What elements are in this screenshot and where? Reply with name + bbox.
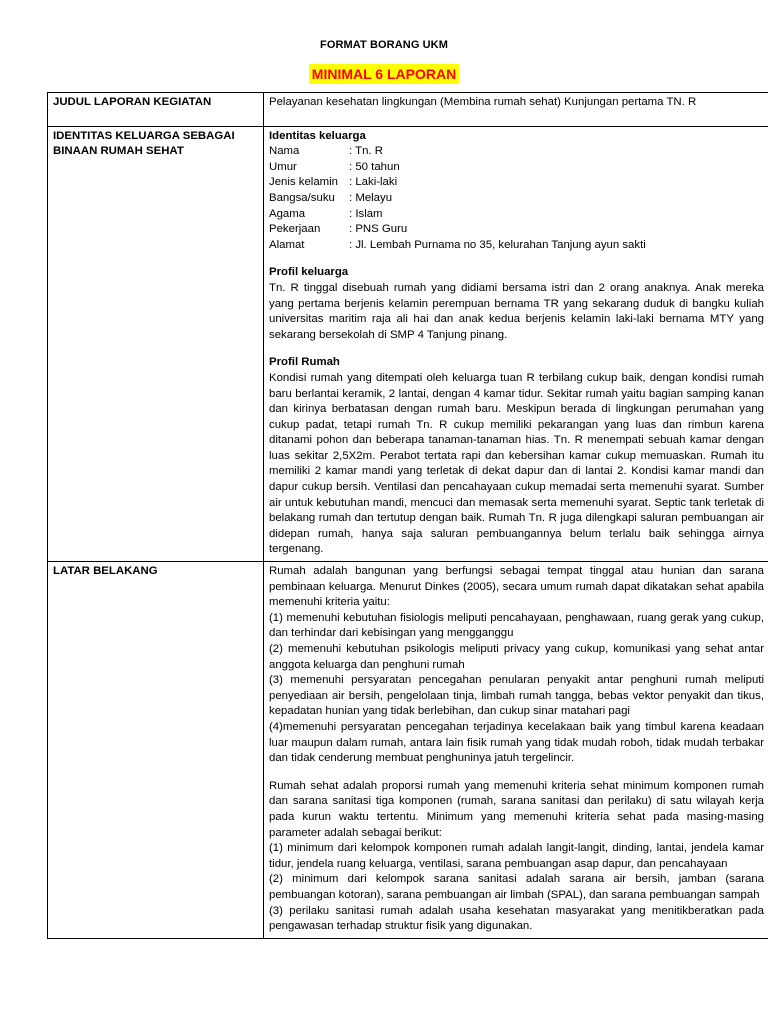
field-value: : Laki-laki xyxy=(349,176,398,189)
latar-para2: Rumah sehat adalah proporsi rumah yang memenuhi kriteria sehat minimum komponen rumah dan sarana sanitasi tiga komponen (rumah, sarana sanitasi dan perilaku) di satu wilayah kerja pada kurun waktu tertentu. Minimum yang memenuhi kriteria sehat pada masing-masing parameter adalah sebagai berikut: xyxy=(269,779,764,839)
identitas-heading: Identitas keluarga xyxy=(269,129,366,142)
field-row xyxy=(269,175,764,191)
profil-keluarga-text: Tn. R tinggal disebuah rumah yang didiami bersama istri dan 2 orang anaknya. Anak mereka yang pertama berjenis kelamin perempuan bernama TR yang sekarang duduk di bangku kuliah universitas maritim raja ali hai dan anak kedua berjenis kelamin laki-laki bernama MTY yang sekarang bersekolah di SMP 4 Tanjung pinang. xyxy=(269,281,764,341)
judul-text: Pelayanan kesehatan lingkungan (Membina rumah sehat) Kunjungan pertama TN. R xyxy=(269,96,697,108)
latar-content xyxy=(264,562,768,939)
latar-label: LATAR BELAKANG xyxy=(48,562,264,939)
latar-intro: Rumah adalah bangunan yang berfungsi sebagai tempat tinggal atau hunian dan sarana pembinaan keluarga. Menurut Dinkes (2005), secara umum rumah dapat dikatakan sehat apabila memenuhi kriteria yaitu: xyxy=(269,565,764,609)
field-row xyxy=(269,222,764,238)
field-row xyxy=(269,144,764,160)
field-value: : Jl. Lembah Purnama no 35, kelurahan Tanjung ayun sakti xyxy=(349,238,646,251)
spacer xyxy=(269,767,764,779)
identitas-label xyxy=(48,126,264,561)
field-key: Nama xyxy=(269,145,300,158)
profil-rumah-text: Kondisi rumah yang ditempati oleh keluarga tuan R terbilang cukup baik, dengan kondisi rumah baru berlantai keramik, 2 lantai, dengan 4 kamar tidur. Sekitar rumah yaitu bagian samping kanan dan kirinya berbatasan dengan rumah baru. Meskipun berada di lingkungan perumahan yang cukup padat, tetapi rumah Tn. R cukup memiliki pekarangan yang luas dan rimbun karena ditanami pohon dan beberapa tanaman-tanaman hias. Tn. R menempati sebuah kamar dengan luas sekitar 2,5X2m. Perabot tertata rapi dan kebersihan kamar cukup memuaskan. Rumah itu memiliki 2 kamar mandi yang terletak di dekat dapur dan di lantai 2. Kondisi kamar mandi dan dapur cukup bersih. Ventilasi dan pencahayaan cukup memadai serta memenuhi syarat. Sumber air untuk kebutuhan mandi, mencuci dan memasak serta memenuhi syarat. Septic tank terletak di belakang rumah dan tertutup dengan baik. Rumah Tn. R juga dilengkapi saluran pembuangan air didepan rumah, hanya saja saluran pembuangannya belum terlalu baik sehingga airnya tergenang. xyxy=(269,371,764,556)
field-row xyxy=(269,207,764,223)
field-value: : 50 tahun xyxy=(349,160,400,173)
criteria-item: (4)memenuhi persyaratan pencegahan terjadinya kecelakaan baik yang timbul karena keadaan luar maupun dalam rumah, antara lain fisik rumah yang tidak mudah roboh, tidak mudah terbakar dan tidak cenderung membuat penghuninya jatuh tergelincir. xyxy=(269,720,764,765)
criteria-item: (2) memenuhi kebutuhan psikologis meliputi privacy yang cukup, komunikasi yang sehat antar anggota keluarga dan penghuni rumah xyxy=(269,643,764,671)
field-row xyxy=(269,238,764,254)
row-judul xyxy=(48,93,768,127)
field-row xyxy=(269,191,764,207)
field-row xyxy=(269,160,764,176)
highlighted-note: MINIMAL 6 LAPORAN xyxy=(309,64,459,84)
row-identitas xyxy=(48,126,768,561)
field-value: : Melayu xyxy=(349,191,393,204)
judul-content xyxy=(264,93,768,127)
field-key: Agama xyxy=(269,207,306,220)
spacer xyxy=(269,111,764,123)
profil-rumah-heading: Profil Rumah xyxy=(269,356,340,369)
field-key: Pekerjaan xyxy=(269,223,321,236)
judul-label: JUDUL LAPORAN KEGIATAN xyxy=(48,93,264,127)
identitas-label-line1: IDENTITAS KELUARGA SEBAGAI xyxy=(53,129,235,142)
identitas-content xyxy=(264,126,768,561)
field-key: Bangsa/suku xyxy=(269,191,335,204)
field-value: : PNS Guru xyxy=(349,223,408,236)
identitas-label-line2: BINAAN RUMAH SEHAT xyxy=(53,145,184,158)
field-key: Umur xyxy=(269,160,297,173)
field-key: Alamat xyxy=(269,238,305,251)
spacer xyxy=(269,253,764,265)
field-key: Jenis kelamin xyxy=(269,176,339,189)
minimum-item: (1) minimum dari kelompok komponen rumah adalah langit-langit, dinding, lantai, jendela kamar tidur, jendela ruang keluarga, ventilasi, sarana pembuangan asap dapur, dan pencahayaan xyxy=(269,842,764,870)
field-value: : Tn. R xyxy=(349,145,383,158)
spacer xyxy=(269,343,764,355)
row-latar xyxy=(48,562,768,939)
minimum-item: (2) minimum dari kelompok sarana sanitasi adalah sarana air bersih, jamban (sarana pembuangan kotoran), sarana pembuangan air limbah (SPAL), dan sarana pembuangan sampah xyxy=(269,873,764,901)
criteria-item: (3) memenuhi persyaratan pencegahan penularan penyakit antar penghuni rumah meliputi penyediaan air bersih, pengelolaan tinja, limbah rumah tangga, bebas vektor penyakit dan tikus, kepadatan hunian yang tidak berlebihan, dan cukup sinar matahari pagi xyxy=(269,674,764,718)
minimum-item: (3) perilaku sanitasi rumah adalah usaha kesehatan masyarakat yang menitikberatkan pada pengawasan terhadap struktur fisik yang digunakan. xyxy=(269,904,764,933)
criteria-item: (1) memenuhi kebutuhan fisiologis meliputi pencahayaan, penghawaan, ruang gerak yang cukup, dan terhindar dari kebisingan yang mengganggu xyxy=(269,611,764,640)
field-value: : Islam xyxy=(349,207,383,220)
highlight-wrap xyxy=(0,64,768,84)
report-table xyxy=(47,92,768,939)
document-title: FORMAT BORANG UKM xyxy=(320,39,448,51)
profil-keluarga-heading: Profil keluarga xyxy=(269,266,349,279)
